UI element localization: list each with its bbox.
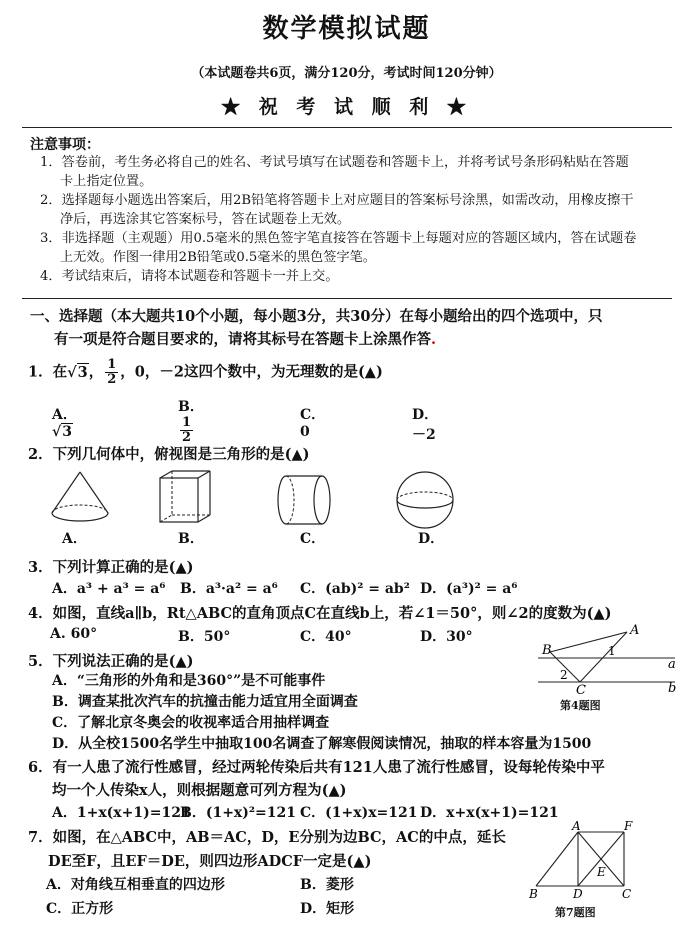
exam-info: （本试题卷共6页，满分120分，考试时间120分钟）: [191, 66, 502, 81]
question-1-stem: 1．在√3， $\frac{1}{2}$ ，0，－2这四个数中，为无理数的是(▲): [28, 357, 383, 387]
q1-option-a: A．√3: [52, 407, 77, 440]
question-4-options: [0, 626, 520, 646]
q7-option-b: B．菱形: [300, 877, 354, 893]
notice-item: 2．选择题每小题选出答案后，用2B铅笔将答题卡上对应题目的答案标号涂黑，如需改动，用橡皮擦干净后，再选涂其它答案标号，答在试题卷上无效。: [40, 193, 634, 227]
page-title: 数学模拟试题: [262, 14, 431, 44]
fraction: $\frac{1}{2}$: [107, 357, 117, 387]
header-divider: [22, 127, 672, 128]
label-F: F: [624, 819, 633, 833]
label-D: D: [573, 887, 583, 901]
q1-option-d: D．－2: [412, 407, 439, 443]
q4-figure-caption: 第4题图: [560, 699, 601, 712]
sqrt-symbol: √3: [67, 363, 88, 381]
question-7-options: [0, 874, 520, 924]
cone-figure: [52, 472, 108, 521]
label-A: A: [572, 819, 581, 833]
q6-option-b: B．(1+x)²=121: [180, 805, 296, 821]
question-7-stem: 7．如图，在△ABC中，AB＝AC，D，E分别为边BC，AC的中点，延长 DE至F，且EF＝DE，则四边形ADCF一定是(▲): [28, 829, 506, 870]
q2-option-a: A．: [62, 531, 87, 547]
q4-option-c: C．40°: [300, 629, 352, 645]
label-C: C: [622, 887, 632, 901]
q4-option-a: A. 60°: [50, 626, 98, 642]
section-line-1: 一、选择题（本大题共10个小题，每小题3分，共30分）在每小题给出的四个选项中，只: [30, 308, 603, 325]
q6-option-d: D．x+x(x+1)=121: [420, 805, 559, 821]
q3-option-b: B．a³·a² = a⁶: [180, 581, 278, 597]
label-line-b: b: [668, 681, 677, 694]
q3-option-d: D．(a³)² = a⁶: [420, 581, 518, 597]
q7-option-c: C．正方形: [46, 901, 114, 917]
q1-option-c: C．0: [300, 407, 326, 440]
q7-figure: [528, 818, 640, 902]
q4-option-d: D．30°: [420, 629, 473, 645]
question-5-options: [52, 671, 672, 755]
good-luck-banner: ★ 祝 考 试 顺 利 ★: [221, 96, 472, 118]
label-line-a: a: [668, 657, 676, 672]
q3-option-c: C．(ab)² = ab²: [300, 581, 410, 597]
question-3-stem: 3．下列计算正确的是(▲): [28, 559, 194, 576]
label-B: B: [529, 887, 538, 901]
notice-item: 1．答卷前，考生务必将自己的姓名、考试号填写在试题卷和答题卡上，并将考试号条形码粘贴在答题卡上指定位置。: [40, 155, 629, 189]
sphere-figure: [397, 472, 453, 528]
q5-option-d: D．从全校1500名学生中抽取100名调查了解寒假阅读情况，抽取的样本容量为1500: [52, 736, 592, 752]
question-6-stem: 6．有一人患了流行性感冒，经过两轮传染后共有121人患了流行性感冒，设每轮传染中平 均一个人传染x人，则根据题意可列方程为(▲): [28, 759, 605, 799]
label-angle-2: 2: [560, 668, 568, 682]
label-A: A: [630, 623, 640, 638]
q1-option-b: B． $\frac{1}{2}$: [178, 399, 204, 445]
q2-option-d: D．: [418, 531, 445, 547]
q3-option-a: A．a³ + a³ = a⁶: [52, 581, 166, 597]
section-line-2: 有一项是符合题目要求的，请将其标号在答题卡上涂黑作答.: [54, 331, 437, 348]
label-C: C: [576, 683, 586, 694]
q5-option-a: A．“三角形的外角和是360°”是不可能事件: [52, 673, 326, 689]
q5-option-c: C．了解北京冬奥会的收视率适合用抽样调查: [52, 715, 330, 731]
q5-option-b: B．调查某批次汽车的抗撞击能力适宜用全面调查: [52, 694, 358, 710]
q7-option-a: A．对角线互相垂直的四边形: [46, 877, 225, 893]
label-E: E: [597, 865, 606, 879]
q4-option-b: B．50°: [178, 629, 231, 645]
q6-option-c: C．(1+x)x=121: [300, 805, 418, 821]
prism-figure: [160, 471, 210, 522]
notice-item: 3．非选择题（主观题）用0.5毫米的黑色签字笔直接答在答题卡上每题对应的答题区域内，答在试题卷上无效。作图一律用2B铅笔或0.5毫米的黑色签字笔。: [40, 231, 637, 265]
question-2-stem: 2．下列几何体中，俯视图是三角形的是(▲): [28, 446, 310, 463]
red-dot: .: [431, 331, 437, 348]
q7-figure-caption: 第7题图: [555, 906, 596, 919]
q7-option-d: D．矩形: [300, 901, 355, 917]
label-B: B: [542, 643, 552, 658]
q6-option-a: A．1+x(x+1)=121: [52, 805, 191, 821]
q2-option-b: B．: [178, 531, 204, 547]
question-3-options: [0, 578, 693, 598]
notice-list: [40, 153, 640, 286]
q2-option-c: C．: [300, 531, 326, 547]
cylinder-figure: [278, 476, 330, 524]
question-4-stem: 4．如图，直线a∥b，Rt△ABC的直角顶点C在直线b上，若∠1＝50°，则∠2的度数为(▲): [28, 605, 612, 622]
notice-item: 4．考试结束后，请将本试题卷和答题卡一并上交。: [40, 269, 339, 284]
question-5-stem: 5．下列说法正确的是(▲): [28, 653, 194, 670]
q2-solids-figure: [40, 468, 480, 530]
notice-title: 注意事项：: [30, 137, 100, 153]
q2-option-labels: [0, 528, 693, 548]
section-heading: [30, 305, 660, 351]
label-angle-1: 1: [608, 644, 616, 658]
notice-divider: [22, 298, 672, 299]
